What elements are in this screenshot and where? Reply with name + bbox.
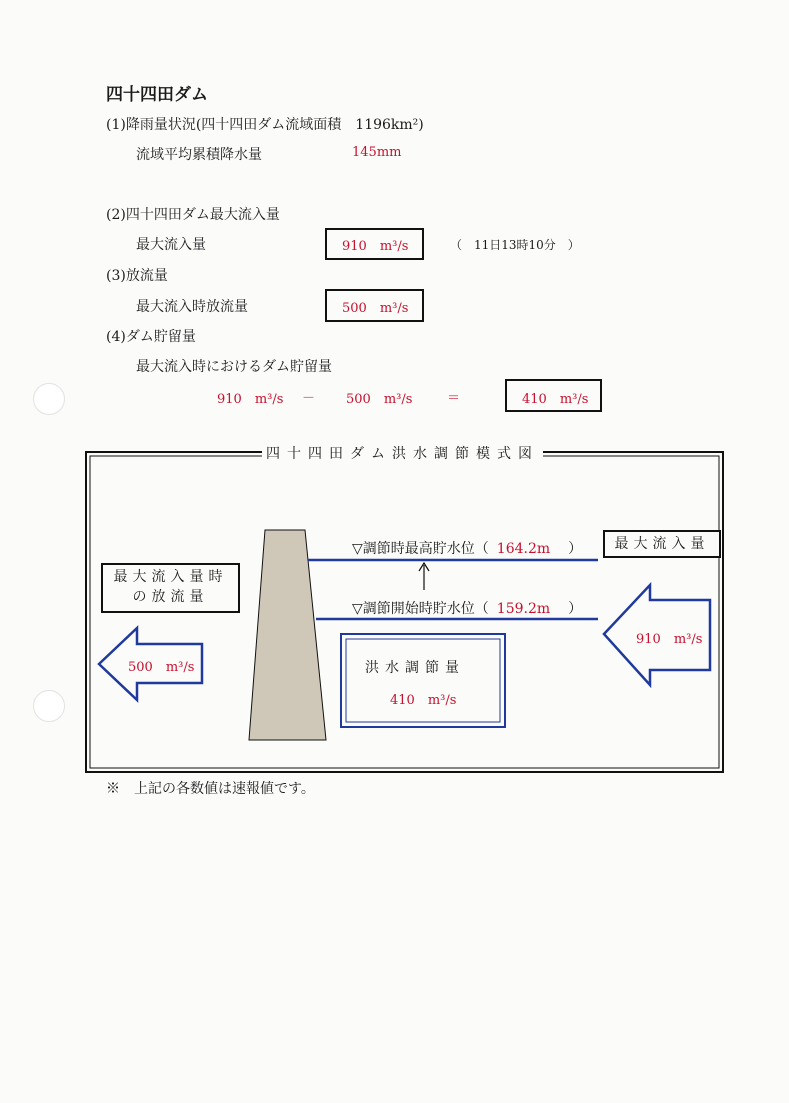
start-level-value: 159.2m <box>496 601 551 617</box>
rainfall-label: 流域平均累積降水量 <box>136 147 262 163</box>
max-inflow-time: （ 11日13時10分 ） <box>450 238 580 252</box>
start-level-suffix: ） <box>568 601 583 617</box>
section2-heading: (2)四十四田ダム最大流入量 <box>106 207 280 223</box>
max-level-prefix: ▽調節時最高貯水位（ <box>352 541 489 557</box>
rainfall-value: 145mm <box>352 145 402 160</box>
rise-arrow-head <box>419 563 429 571</box>
outflow-value: 500 m³/s <box>128 660 195 675</box>
control-box-inner <box>346 639 500 722</box>
dam-body <box>249 530 326 740</box>
control-label: 洪水調節量 <box>365 660 465 676</box>
outflow-label-line1: 最大流入量時 <box>113 569 228 585</box>
storage-minus: － <box>302 391 316 406</box>
footnote: ※ 上記の各数値は速報値です。 <box>106 781 315 797</box>
max-level-value: 164.2m <box>496 541 551 557</box>
inflow-value: 910 m³/s <box>636 632 703 647</box>
max-level-suffix: ） <box>568 541 583 557</box>
storage-operand-a: 910 m³/s <box>217 392 284 407</box>
outflow-label-box <box>101 563 240 613</box>
storage-operand-b: 500 m³/s <box>346 392 413 407</box>
inflow-label-box: 最大流入量 <box>603 530 721 558</box>
max-inflow-value: 910 m³/s <box>342 239 409 254</box>
release-label: 最大流入時放流量 <box>136 299 248 315</box>
storage-label: 最大流入時におけるダム貯留量 <box>136 359 332 375</box>
page-title: 四十四田ダム <box>106 85 208 105</box>
storage-result-value: 410 m³/s <box>522 392 589 407</box>
max-inflow-label: 最大流入量 <box>136 237 206 253</box>
start-level-label <box>352 598 582 618</box>
storage-equals: ＝ <box>447 391 461 406</box>
section3-heading: (3)放流量 <box>106 268 168 284</box>
start-level-prefix: ▽調節開始時貯水位（ <box>352 601 489 617</box>
release-value: 500 m³/s <box>342 301 409 316</box>
section4-heading: (4)ダム貯留量 <box>106 329 196 345</box>
control-box-outer <box>341 634 505 727</box>
max-level-label <box>352 538 582 558</box>
outflow-label-line2: の放流量 <box>132 589 209 605</box>
diagram-title: 四十四田ダム洪水調節模式図 <box>262 443 543 463</box>
control-value: 410 m³/s <box>390 693 457 708</box>
binder-hole-bottom <box>33 690 65 722</box>
section1-heading: (1)降雨量状況(四十四田ダム流域面積 1196km²) <box>106 117 424 133</box>
binder-hole-top <box>33 383 65 415</box>
